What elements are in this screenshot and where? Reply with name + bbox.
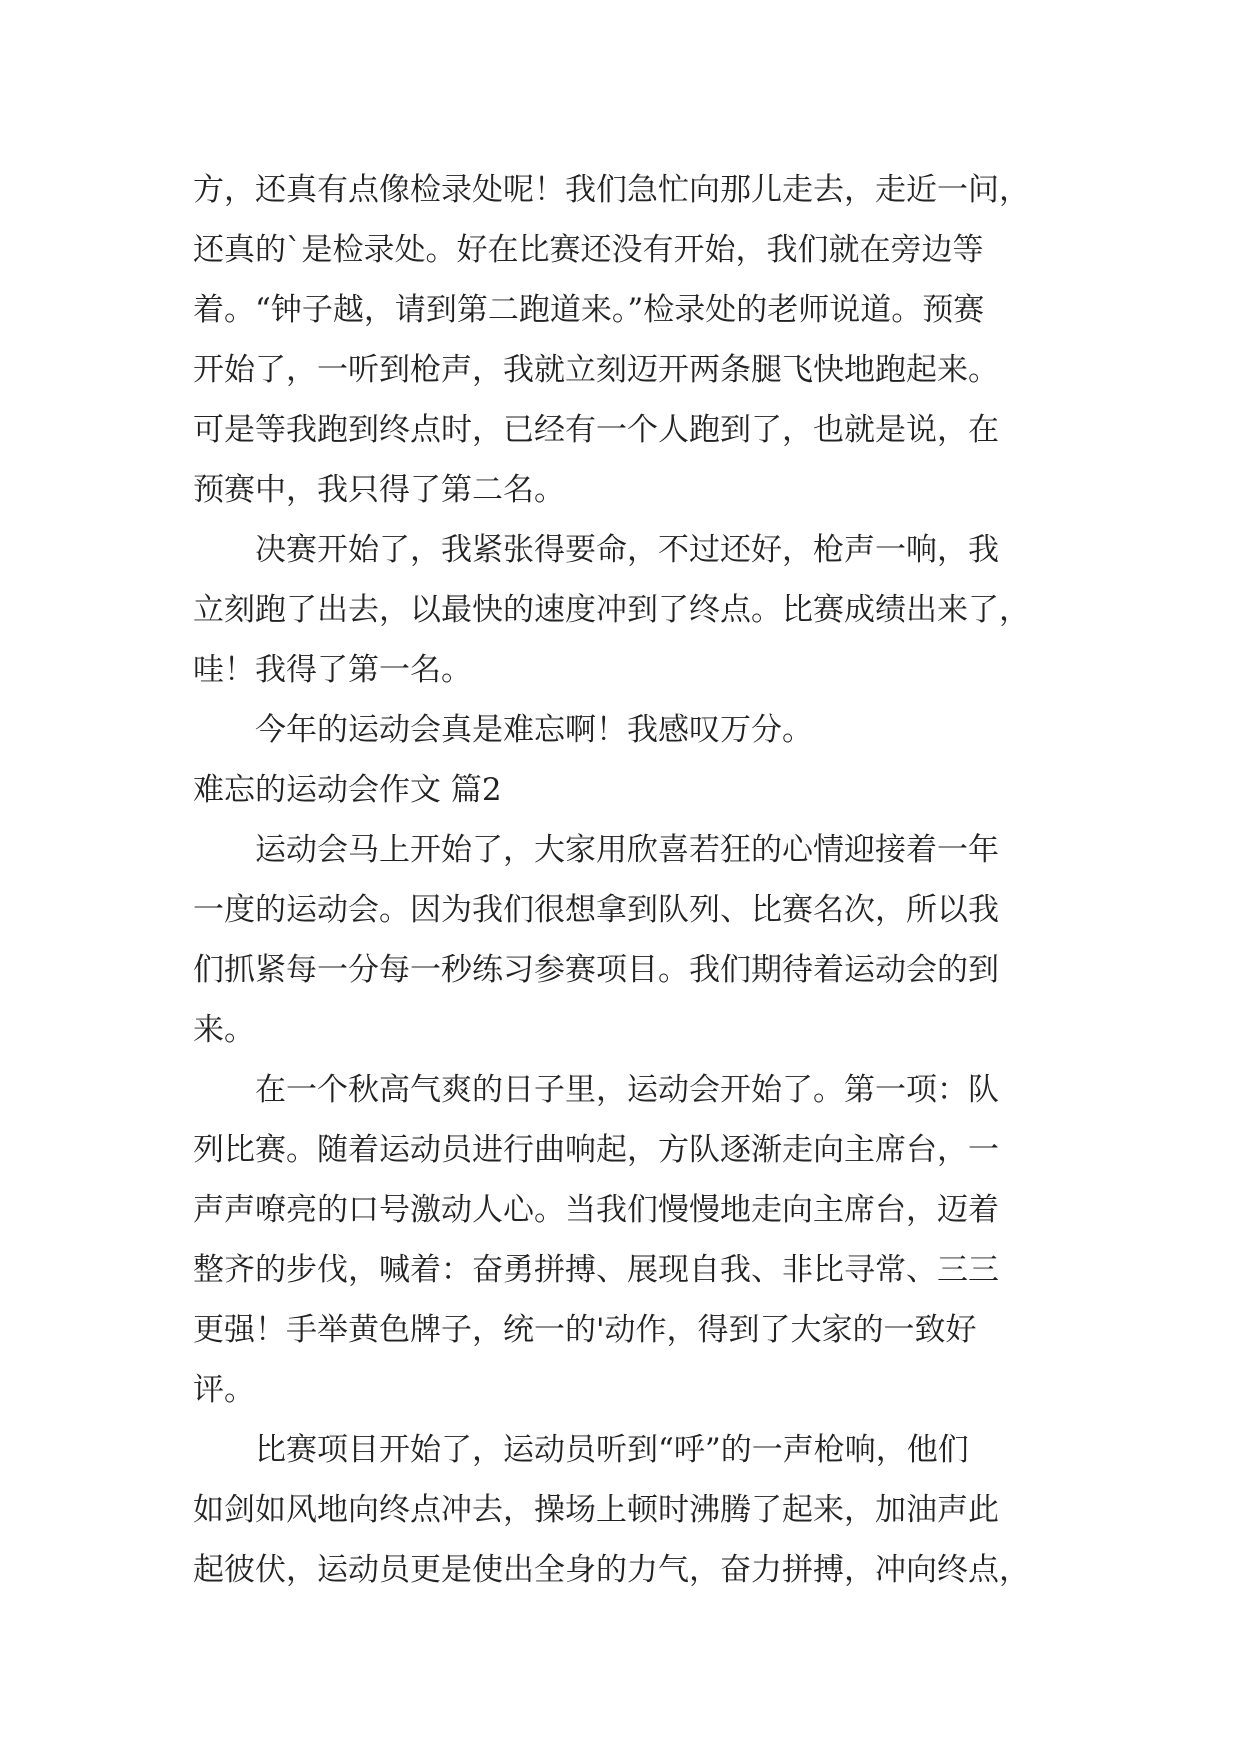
text-line: 可是等我跑到终点时，已经有一个人跑到了，也就是说，在 [193,412,999,448]
paragraph-start-line: 今年的运动会真是难忘啊！我感叹万分。 [255,712,813,748]
essay-body [193,160,1073,1600]
text-line: 起彼伏，运动员更是使出全身的力气，奋力拼搏，冲向终点， [193,1552,1030,1588]
text-line: 预赛中，我只得了第二名。 [193,472,565,508]
text-line: 着。“钟子越，请到第二跑道来。”检录处的老师说道。预赛 [193,292,985,328]
text-line: 开始了，一听到枪声，我就立刻迈开两条腿飞快地跑起来。 [193,352,999,388]
paragraph-start-line: 比赛项目开始了，运动员听到“呼”的一声枪响，他们 [255,1432,969,1468]
paragraph-start-line: 决赛开始了，我紧张得要命，不过还好，枪声一响，我 [255,532,999,568]
text-line: 声声嘹亮的口号激动人心。当我们慢慢地走向主席台，迈着 [193,1192,999,1228]
text-line: 如剑如风地向终点冲去，操场上顿时沸腾了起来，加油声此 [193,1492,999,1528]
text-line: 还真的`是检录处。好在比赛还没有开始，我们就在旁边等 [193,232,984,268]
paragraph-start-line: 运动会马上开始了，大家用欣喜若狂的心情迎接着一年 [255,832,999,868]
text-line: 哇！我得了第一名。 [193,652,472,688]
text-line: 更强！手举黄色牌子，统一的'动作，得到了大家的一致好 [193,1312,977,1348]
section-heading: 难忘的运动会作文 篇2 [193,772,502,808]
text-line: 列比赛。随着运动员进行曲响起，方队逐渐走向主席台，一 [193,1132,999,1168]
text-line: 一度的运动会。因为我们很想拿到队列、比赛名次，所以我 [193,892,999,928]
text-line: 来。 [193,1012,255,1048]
text-line: 方，还真有点像检录处呢！我们急忙向那儿走去，走近一问， [193,172,1030,208]
text-line: 评。 [193,1372,255,1408]
text-line: 们抓紧每一分每一秒练习参赛项目。我们期待着运动会的到 [193,952,999,988]
paragraph-start-line: 在一个秋高气爽的日子里，运动会开始了。第一项：队 [255,1072,999,1108]
text-line: 整齐的步伐，喊着：奋勇拼搏、展现自我、非比寻常、三三 [193,1252,999,1288]
text-line: 立刻跑了出去，以最快的速度冲到了终点。比赛成绩出来了， [193,592,1030,628]
